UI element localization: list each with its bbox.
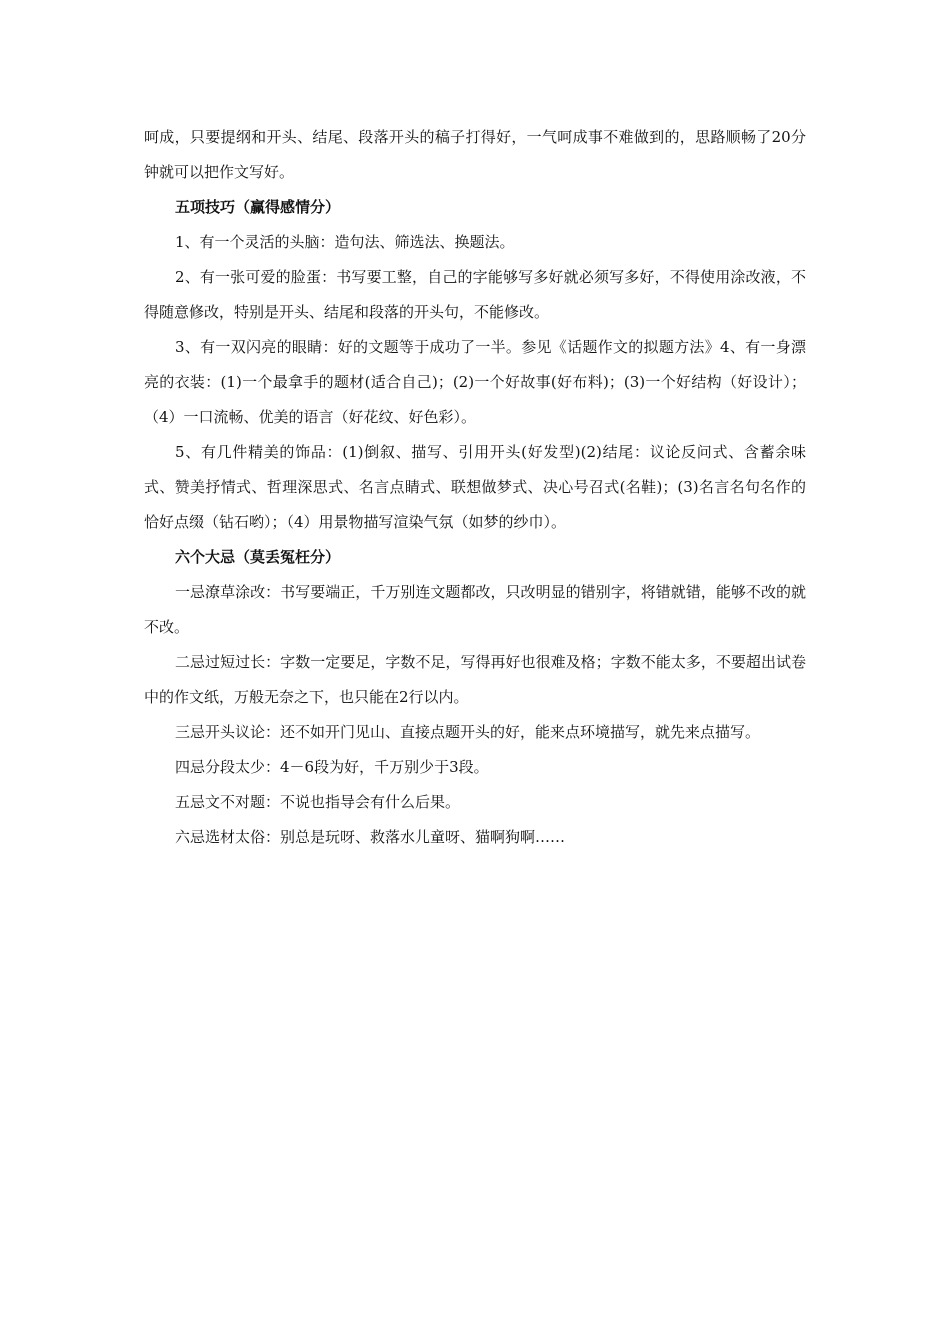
section-five-heading: 五项技巧（赢得感情分）	[175, 198, 341, 216]
section-six-heading: 六个大忌（莫丢冤枉分）	[175, 548, 341, 566]
intro-paragraph: 呵成，只要提纲和开头、结尾、段落开头的稿子打得好，一气呵成事不难做到的，思路顺畅了20分钟就可以把作文写好。	[144, 128, 806, 181]
section-six-item-4: 四忌分段太少：4－6段为好，千万别少于3段。	[175, 758, 489, 776]
section-six-item-6: 六忌选材太俗：别总是玩呀、救落水儿童呀、猫啊狗啊……	[175, 828, 566, 846]
section-six-item-1: 一忌潦草涂改：书写要端正，千万别连文题都改，只改明显的错别字，将错就错，能够不改的就不改。	[144, 583, 806, 636]
document-body	[144, 120, 806, 855]
section-five-item-3-4: 3、有一双闪亮的眼睛：好的文题等于成功了一半。参见《话题作文的拟题方法》4、有一身漂亮的衣装：(1)一个最拿手的题材(适合自己)；(2)一个好故事(好布料)；(3)一个好结构（好设计）；（4）一口流畅、优美的语言（好花纹、好色彩）。	[144, 338, 806, 426]
section-five-item-5: 5、有几件精美的饰品：(1)倒叙、描写、引用开头(好发型)(2)结尾：议论反问式、含蓄余味式、赞美抒情式、哲理深思式、名言点睛式、联想做梦式、决心号召式(名鞋)；(3)名言名句名作的恰好点缀（钻石哟）；（4）用景物描写渲染气氛（如梦的纱巾）。	[144, 443, 806, 531]
section-five-item-1: 1、有一个灵活的头脑：造句法、筛选法、换题法。	[175, 233, 515, 251]
section-six-item-3: 三忌开头议论：还不如开门见山、直接点题开头的好，能来点环境描写，就先来点描写。	[175, 723, 761, 741]
section-six-item-5: 五忌文不对题：不说也指导会有什么后果。	[175, 793, 461, 811]
section-five-item-2: 2、有一张可爱的脸蛋：书写要工整，自己的字能够写多好就必须写多好，不得使用涂改液，不得随意修改，特别是开头、结尾和段落的开头句，不能修改。	[144, 268, 806, 321]
section-six-item-2: 二忌过短过长：字数一定要足，字数不足，写得再好也很难及格；字数不能太多，不要超出试卷中的作文纸，万般无奈之下，也只能在2行以内。	[144, 653, 806, 706]
